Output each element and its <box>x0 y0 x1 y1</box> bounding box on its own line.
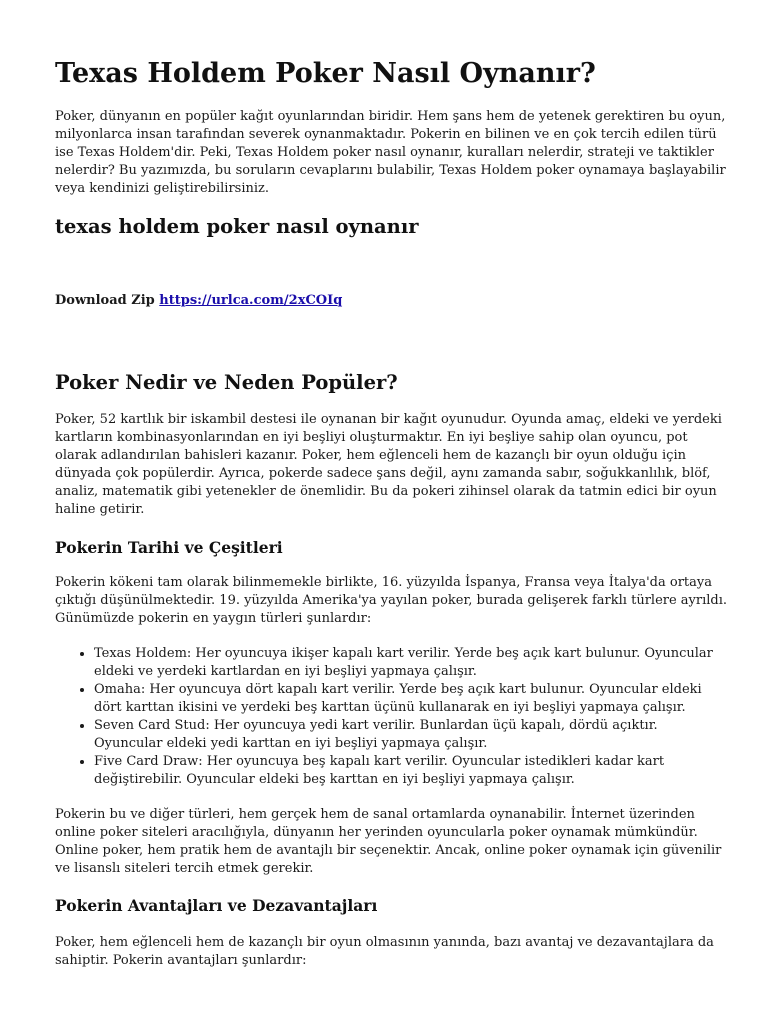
poker-types-list <box>55 645 730 789</box>
list-item: • Seven Card Stud: Her oyuncuya yedi kart verilir. Bunlardan üçü kapalı, dördü açıktır. Oyuncular eldeki yedi karttan en iyi beşliyi yapmaya çalışır. <box>94 717 730 753</box>
section-heading-poker-nedir: Poker Nedir ve Neden Popüler? <box>55 371 398 394</box>
section-paragraph-poker-nedir: Poker, 52 kartlık bir iskambil destesi ile oynanan bir kağıt oyunudur. Oyunda amaç, eldeki ve yerdeki kartların kombinasyonlarından en iyi beşliyi oluşturmaktır. En iyi beşliye sahip olan oyuncu, pot olarak adlandırılan bahisleri kazanır. Poker, hem eğlenceli hem de kazançlı bir oyun olduğu için dünyada çok popülerdir. Ayrıca, pokerde sadece şans değil, aynı zamanda sabır, soğukkanlılık, blöf, analiz, matematik gibi yetenekler de önemlidir. Bu da pokeri zihinsel olarak da tatmin edici bir oyun haline getirir. <box>55 412 722 517</box>
page-title: Texas Holdem Poker Nasıl Oynanır? <box>55 58 596 89</box>
section-paragraph-avantajlar: Poker, hem eğlenceli hem de kazançlı bir oyun olmasının yanında, bazı avantaj ve dezavantajlara da sahiptir. Pokerin avantajları şunlardır: <box>55 935 714 968</box>
intro-paragraph: Poker, dünyanın en popüler kağıt oyunlarından biridir. Hem şans hem de yetenek gerektiren bu oyun, milyonlarca insan tarafından severek oynanmaktadır. Pokerin en bilinen ve en çok tercih edilen türü ise Texas Holdem'dir. Peki, Texas Holdem poker nasıl oynanır, kuralları nelerdir, strateji ve taktikler nelerdir? Bu yazımızda, bu soruların cevaplarını bulabilir, Texas Holdem poker oynamaya başlayabilir veya kendinizi geliştirebilirsiniz. <box>55 109 726 196</box>
download-link[interactable]: https://urlca.com/2xCOIq <box>159 293 343 308</box>
list-item: • Omaha: Her oyuncuya dört kapalı kart verilir. Yerde beş açık kart bulunur. Oyuncular eldeki dört karttan ikisini ve yerdeki beş karttan üçünü kullanarak en iyi beşliyi yapmaya çalışır. <box>94 681 730 717</box>
section-paragraph-online: Pokerin bu ve diğer türleri, hem gerçek hem de sanal ortamlarda oynanabilir. İnternet üzerinden online poker siteleri aracılığıyla, dünyanın her yerinden oyuncularla poker oynamak mümkündür. Online poker, hem pratik hem de avantajlı bir seçenektir. Ancak, online poker oynamak için güvenilir ve lisanslı siteleri tercih etmek gerekir. <box>55 807 722 876</box>
download-line <box>55 292 730 310</box>
section-paragraph-tarihi: Pokerin kökeni tam olarak bilinmemekle birlikte, 16. yüzyılda İspanya, Fransa veya İtalya'da ortaya çıktığı düşünülmektedir. 19. yüzyılda Amerika'ya yayılan poker, burada gelişerek farklı türlere ayrıldı. Günümüzde pokerin en yaygın türleri şunlardır: <box>55 575 728 626</box>
download-label: Download Zip <box>55 293 155 308</box>
list-item: • Five Card Draw: Her oyuncuya beş kapalı kart verilir. Oyuncular istedikleri kadar kart değiştirebilir. Oyuncular eldeki beş karttan en iyi beşliyi yapmaya çalışır. <box>94 753 730 789</box>
subtitle-heading: texas holdem poker nasıl oynanır <box>55 215 419 238</box>
section-heading-tarihi: Pokerin Tarihi ve Çeşitleri <box>55 538 283 557</box>
list-item: • Texas Holdem: Her oyuncuya ikişer kapalı kart verilir. Yerde beş açık kart bulunur. Oyuncular eldeki ve yerdeki kartlardan en iyi beşliyi yapmaya çalışır. <box>94 645 730 681</box>
section-heading-avantajlar: Pokerin Avantajları ve Dezavantajları <box>55 896 378 915</box>
